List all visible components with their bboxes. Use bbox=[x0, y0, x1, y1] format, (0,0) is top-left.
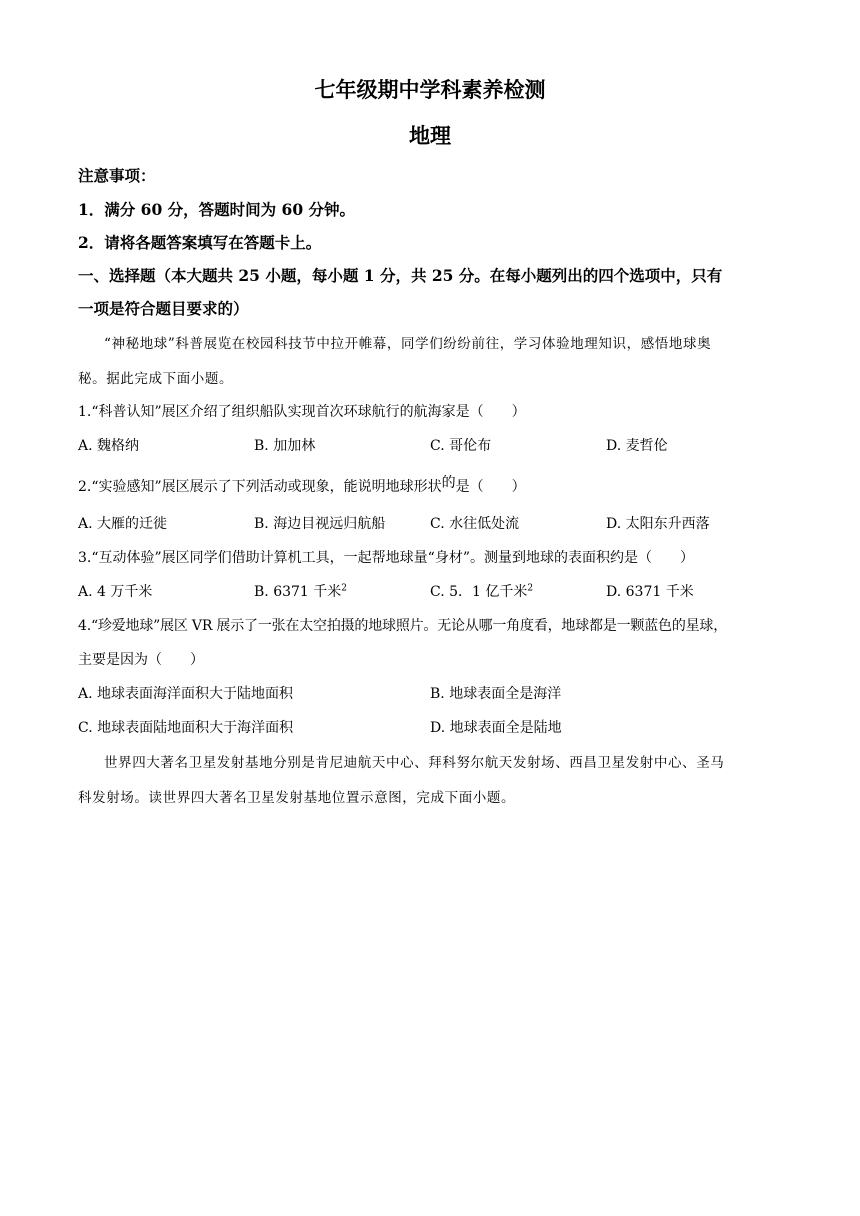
question-2-option-c[interactable]: C. 水往低处流 bbox=[430, 516, 520, 532]
question-1-option-b[interactable]: B. 加加林 bbox=[254, 438, 316, 454]
question-4-option-c[interactable]: C. 地球表面陆地面积大于海洋面积 bbox=[78, 720, 294, 736]
question-3-option-b[interactable] bbox=[254, 581, 347, 601]
question-3-option-d-text: D. 6371 千米 bbox=[606, 584, 694, 600]
question-2-stem bbox=[78, 476, 526, 496]
question-3-option-c[interactable] bbox=[430, 581, 533, 601]
question-3-option-a[interactable] bbox=[78, 581, 152, 601]
question-1-option-d[interactable]: D. 麦哲伦 bbox=[606, 438, 668, 454]
question-3-option-b-text: B. 6371 千米 bbox=[254, 584, 342, 600]
question-2-stem-main: 2.“实验感知”展区展示了下列活动或现象，能说明地球形状 bbox=[78, 479, 442, 495]
question-4-option-d[interactable]: D. 地球表面全是陆地 bbox=[430, 720, 562, 736]
question-2-option-b[interactable]: B. 海边目视远归航船 bbox=[254, 516, 386, 532]
question-1-option-a[interactable]: A. 魏格纳 bbox=[78, 438, 140, 454]
question-1-stem: 1.“科普认知”展区介绍了组织船队实现首次环球航行的航海家是（ ） bbox=[78, 404, 526, 420]
question-3-option-a-text: A. 4 万千米 bbox=[78, 584, 153, 600]
passage2-line2: 科发射场。读世界四大著名卫星发射基地位置示意图，完成下面小题。 bbox=[78, 790, 516, 806]
question-3-option-c-text: C. 5．1 亿千米 bbox=[430, 584, 528, 600]
passage2-line1: 世界四大著名卫星发射基地分别是肯尼迪航天中心、拜科努尔航天发射场、西昌卫星发射中心、圣马 bbox=[104, 755, 725, 771]
question-3-option-d[interactable] bbox=[606, 581, 694, 601]
passage1-line2: 秘。据此完成下面小题。 bbox=[78, 371, 234, 387]
question-2-option-d[interactable]: D. 太阳东升西落 bbox=[606, 516, 710, 532]
section-heading-line1: 一、选择题（本大题共 25 小题，每小题 1 分，共 25 分。在每小题列出的四个选项中，只有 bbox=[78, 266, 723, 285]
exam-subject: 地理 bbox=[409, 123, 451, 148]
notice-item-2: 2．请将各题答案填写在答题卡上。 bbox=[78, 233, 322, 252]
notice-heading: 注意事项： bbox=[78, 166, 156, 185]
question-3-option-b-superscript: 2 bbox=[341, 583, 348, 594]
question-1-option-c[interactable]: C. 哥伦布 bbox=[430, 438, 492, 454]
exam-title: 七年级期中学科素养检测 bbox=[314, 77, 546, 102]
question-2-stem-raised: 的 bbox=[441, 475, 456, 491]
notice-item-1: 1．满分 60 分，答题时间为 60 分钟。 bbox=[78, 200, 356, 219]
question-4-option-b[interactable]: B. 地球表面全是海洋 bbox=[430, 686, 562, 702]
question-3-stem: 3.“互动体验”展区同学们借助计算机工具，一起帮地球量“身材”。测量到地球的表面积约是（ ） bbox=[78, 550, 694, 566]
question-4-option-a[interactable]: A. 地球表面海洋面积大于陆地面积 bbox=[78, 686, 294, 702]
question-3-option-c-superscript: 2 bbox=[527, 583, 534, 594]
question-4-stem-line2: 主要是因为（ ） bbox=[78, 652, 204, 668]
question-2-stem-end: 是（ ） bbox=[455, 479, 526, 495]
question-2-option-a[interactable]: A. 大雁的迁徙 bbox=[78, 516, 168, 532]
question-4-stem-line1: 4.“珍爱地球”展区 VR 展示了一张在太空拍摄的地球照片。无论从哪一角度看，地球都是一颗蓝色的星球， bbox=[78, 618, 728, 634]
section-heading-line2: 一项是符合题目要求的） bbox=[78, 299, 249, 318]
passage1-line1: “神秘地球”科普展览在校园科技节中拉开帷幕，同学们纷纷前往，学习体验地理知识，感悟地球奥 bbox=[104, 336, 712, 352]
